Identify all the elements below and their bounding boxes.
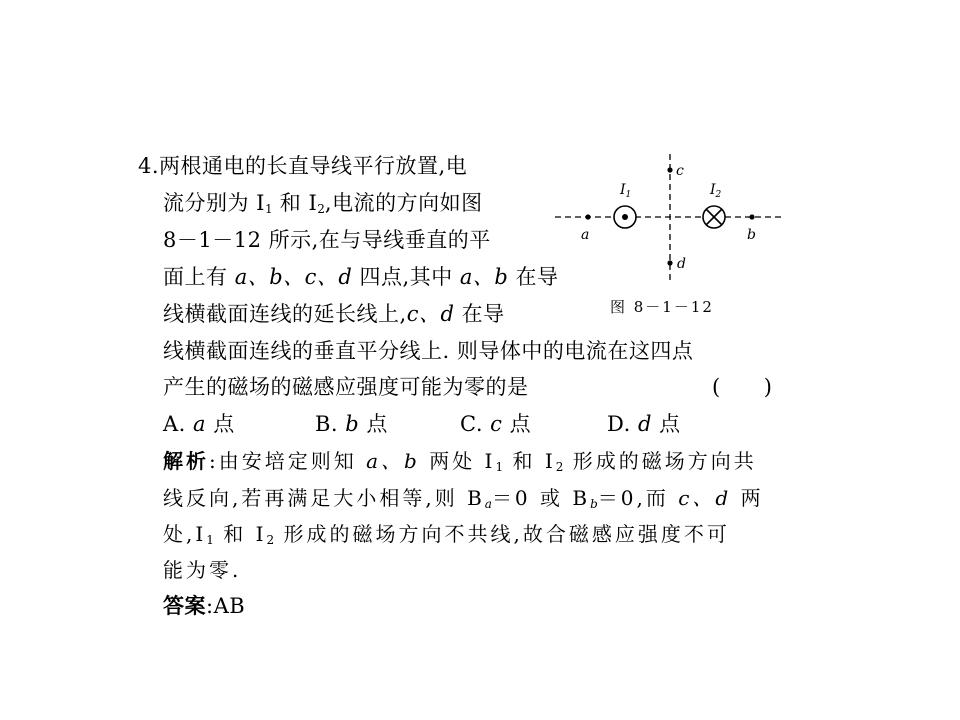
solution-line-3: 处$,I_1$ 和 $I_2$ 形成的磁场方向不共线,故合磁感应强度不可: [163, 522, 730, 547]
answer-label: 答案: [163, 593, 206, 618]
label-b: b: [747, 227, 756, 243]
option-b: B. b 点: [315, 412, 388, 436]
point-c: [667, 167, 672, 172]
solution-line-2: 线反向,若再满足大小相等,则 $B_a=0$ 或 $B_b=0$,而 c、d 两: [163, 486, 764, 511]
answer-paren: ( ): [712, 375, 773, 399]
label-d: d: [677, 256, 686, 272]
problem-line-3: 8－1－12 所示,在与导线垂直的平: [163, 228, 491, 252]
label-a: a: [581, 227, 590, 243]
problem-line-7: 产生的磁场的磁感应强度可能为零的是: [163, 375, 529, 399]
solution-label: 解析: [163, 449, 209, 473]
option-d: D. d 点: [607, 412, 681, 436]
magnetic-field-figure: [550, 150, 790, 300]
problem-line-6: 线横截面连线的垂直平分线上. 则导体中的电流在这四点: [163, 339, 694, 363]
point-a: [585, 214, 590, 219]
point-b: [749, 214, 754, 219]
label-i1: $I_1$: [620, 182, 632, 200]
answer-value: AB: [213, 594, 246, 618]
option-a: A. a 点: [163, 412, 235, 436]
solution-line-1: 解析:由安培定则知 a、b 两处 $I_1$ 和 $I_2$ 形成的磁场方向共: [163, 449, 757, 474]
problem-line-5: 线横截面连线的延长线上,c、d 在导: [163, 302, 505, 326]
point-d: [667, 260, 672, 265]
problem-line-4: 面上有 a、b、c、d 四点,其中 a、b 在导: [163, 265, 559, 289]
solution-line-4: 能为零.: [163, 558, 242, 582]
option-c: C. c 点: [460, 412, 532, 436]
wire-i1-dot: [622, 214, 628, 220]
problem-number: 4.: [138, 154, 160, 178]
problem-line-2: 流分别为 $I_1$ 和 $I_2$,电流的方向如图: [163, 191, 483, 216]
figure-caption: 图 8－1－12: [610, 298, 714, 316]
label-i2: $I_2$: [710, 182, 722, 200]
label-c: c: [676, 163, 684, 179]
answer-line: 答案:AB: [163, 593, 246, 618]
problem-line-1: 4.两根通电的长直导线平行放置,电: [138, 154, 468, 178]
